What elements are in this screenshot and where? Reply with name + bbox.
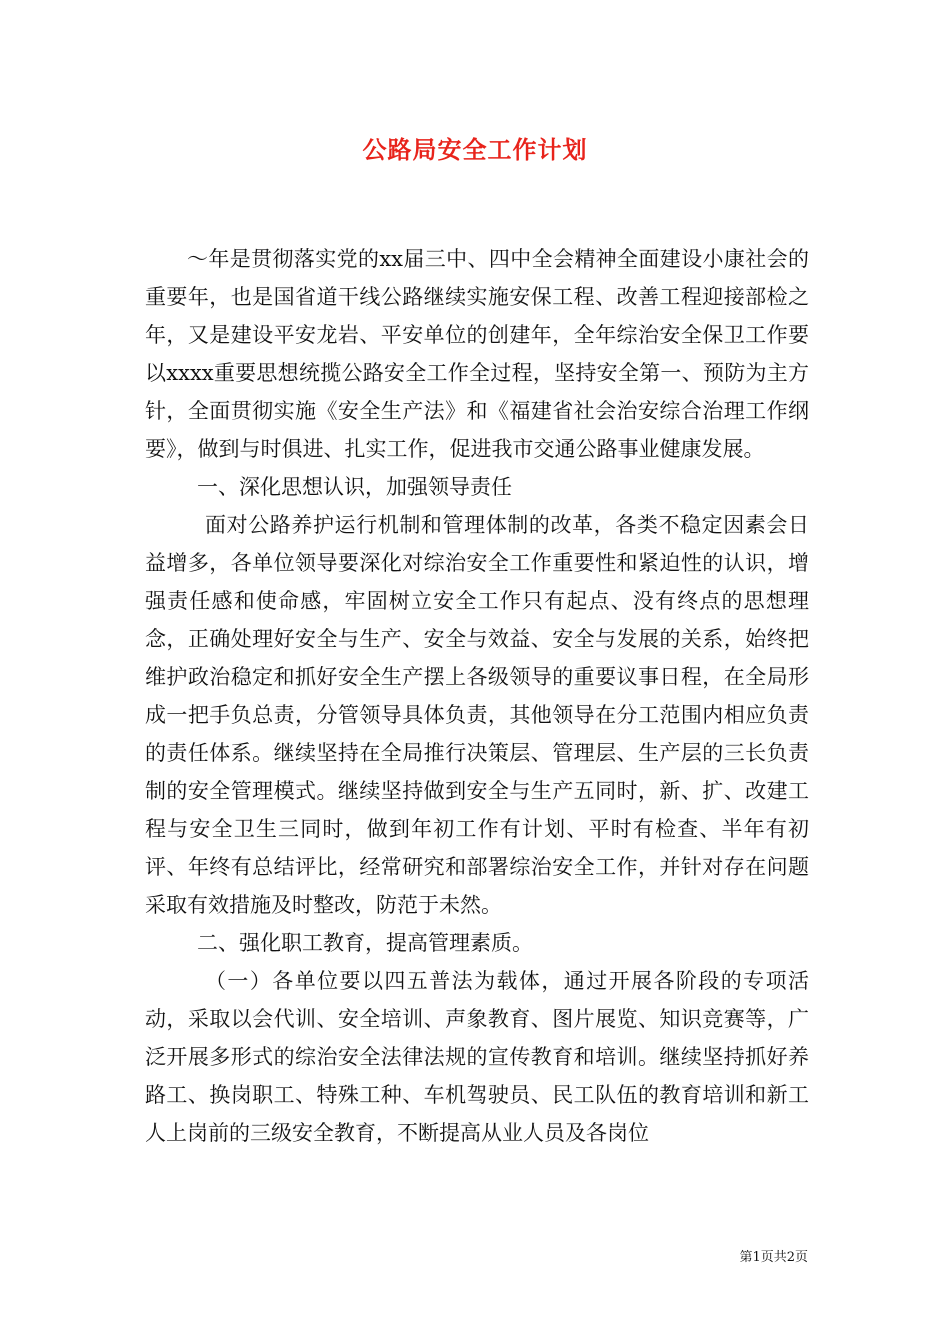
- document-title: 公路局安全工作计划: [362, 135, 588, 164]
- document-body: [145, 240, 809, 1152]
- section-heading-2: 二、强化职工教育，提高管理素质。: [197, 931, 533, 955]
- page-number-footer: 第1页共2页: [739, 1250, 808, 1265]
- intro-paragraph: ～年是贯彻落实党的xx届三中、四中全会精神全面建设小康社会的重要年，也是国省道干线公路继续实施安保工程、改善工程迎接部检之年，又是建设平安龙岩、平安单位的创建年，全年综治安全保卫工作要以xxxx重要思想统揽公路安全工作全过程，坚持安全第一、预防为主方针，全面贯彻实施《安全生产法》和《福建省社会治安综合治理工作纲要》，做到与时俱进、扎实工作，促进我市交通公路事业健康发展。: [145, 247, 809, 461]
- section-1-paragraph: 面对公路养护运行机制和管理体制的改革，各类不稳定因素会日益增多，各单位领导要深化对综治安全工作重要性和紧迫性的认识，增强责任感和使命感，牢固树立安全工作只有起点、没有终点的思想理念，正确处理好安全与生产、安全与效益、安全与发展的关系，始终把维护政治稳定和抓好安全生产摆上各级领导的重要议事日程，在全局形成一把手负总责，分管领导具体负责，其他领导在分工范围内相应负责的责任体系。继续坚持在全局推行决策层、管理层、生产层的三长负责制的安全管理模式。继续坚持做到安全与生产五同时，新、扩、改建工程与安全卫生三同时，做到年初工作有计划、平时有检查、半年有初评、年终有总结评比，经常研究和部署综治安全工作，并针对存在问题采取有效措施及时整改，防范于未然。: [145, 513, 809, 917]
- section-heading-1: 一、深化思想认识，加强领导责任: [197, 475, 512, 499]
- section-2-paragraph: （一）各单位要以四五普法为载体，通过开展各阶段的专项活动，采取以会代训、安全培训、声象教育、图片展览、知识竞赛等，广泛开展多形式的综治安全法律法规的宣传教育和培训。继续坚持抓好养路工、换岗职工、特殊工种、车机驾驶员、民工队伍的教育培训和新工人上岗前的三级安全教育，不断提高从业人员及各岗位: [145, 969, 809, 1145]
